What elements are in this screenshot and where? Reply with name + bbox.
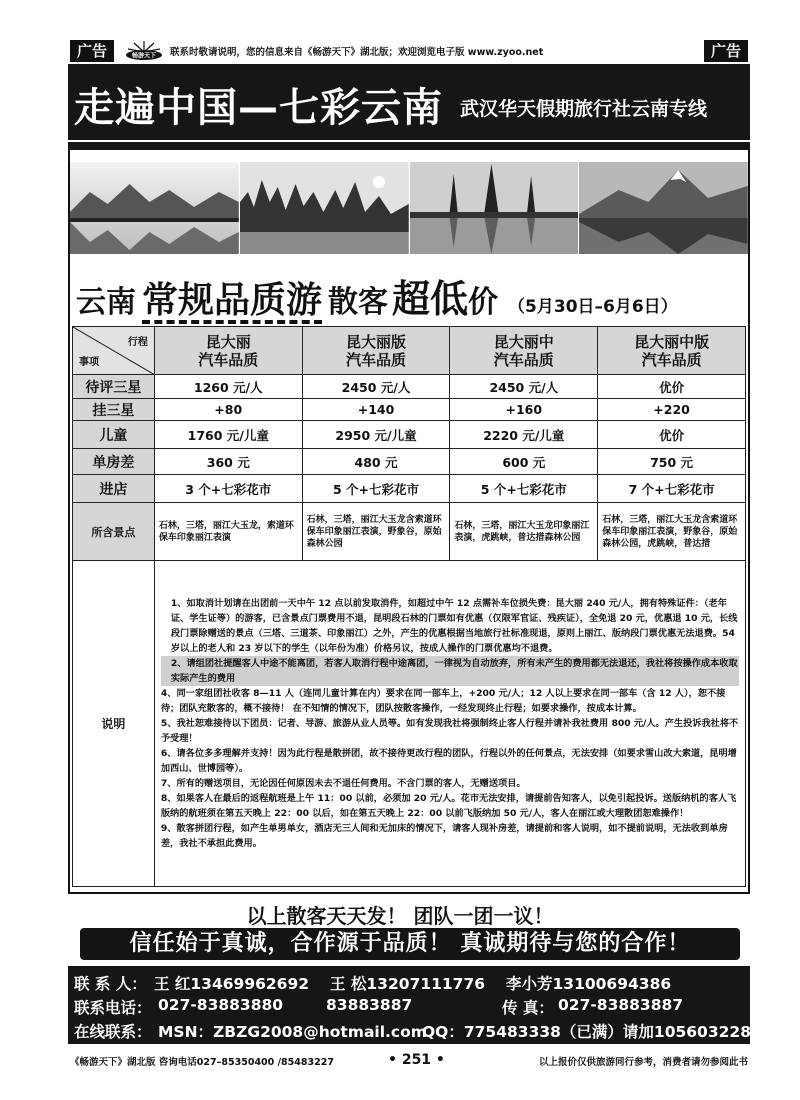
contact-block [68, 966, 762, 1044]
note-item: 9、散客拼团行程，如产生单男单女，酒店无三人间和无加床的情况下，请客人现补房差，请提前和客人说明，如不提前说明，无法收到单房差，我社不承担此费用。 [160, 823, 728, 849]
table-cell: +80 [154, 399, 302, 421]
contact-label-phone: 联系电话： [74, 999, 152, 1017]
logo-text: 畅游天下 [131, 52, 157, 60]
contact-label-fax: 传 真： [502, 999, 554, 1017]
row-label: 所含景点 [73, 503, 155, 561]
column-header-type: 汽车品质 [198, 350, 259, 369]
contact-phone: 83883887 [326, 996, 413, 1014]
column-header-type: 汽车品质 [493, 350, 554, 369]
contact-label-people: 联 系 人： [74, 975, 147, 993]
note-item: 7、所有的赠送项目，无论因任何原因未去不退任何费用。不含门票的客人，无赠送项目。 [160, 778, 526, 789]
offer-title-quality-tour: 常规品质游 [142, 282, 322, 324]
scenery-photo-lake-mountains [70, 162, 240, 254]
scenery-photo-snow-mountain [579, 162, 748, 254]
column-header [302, 327, 450, 375]
row-label: 进店 [73, 475, 155, 503]
notes-label: 说明 [73, 561, 155, 887]
offer-title-region: 云南 [76, 285, 136, 320]
row-label: 待评三星 [73, 375, 155, 399]
ad-label-right: 广告 [704, 40, 748, 62]
slogan-daily-departure: 以上散客天天发！ 团队一团一议！ [246, 904, 554, 928]
banner-sub-title: 武汉华天假期旅行社云南专线 [460, 98, 708, 120]
spots-cell: 石林，三塔，丽江大玉龙，索道环保车印象丽江表演 [154, 503, 302, 561]
page-footer [70, 1052, 748, 1068]
slogan-trust: 信任始于真诚，合作源于品质！ 真诚期待与您的合作！ [80, 928, 740, 960]
column-header [154, 327, 302, 375]
contact-person: 王 松13207111776 [330, 975, 486, 993]
zyoo-logo-icon [122, 40, 166, 62]
contact-fax: 027-83883887 [558, 996, 684, 1014]
column-header [450, 327, 598, 375]
table-row [73, 449, 746, 475]
offer-title-individual: 散客 [328, 285, 389, 320]
table-row [73, 421, 746, 449]
table-cell: 750 元 [598, 449, 746, 475]
note-item: 2、请组团社提醒客人中途不能离团，若客人取消行程中途离团，一律视为自动放弃，所有未产生的费用都无法退还，我社将按操作成本收取实际产生的费用 [161, 656, 739, 686]
table-cell: 优价 [598, 375, 746, 399]
spots-cell: 石林，三塔，丽江大玉龙含索道环保车印象丽江表演，野象谷，原始森林公园 [302, 503, 450, 561]
offer-title [76, 268, 678, 324]
table-row [73, 475, 746, 503]
offer-title-super-low: 超低 [392, 277, 469, 321]
top-info-line: 联系时敬请说明，您的信息来自《畅游天下》湖北版；欢迎浏览电子版 www.zyoo.net [170, 47, 544, 58]
ad-label-left: 广告 [70, 40, 114, 62]
table-row-spots [73, 503, 746, 561]
notes-cell [154, 561, 745, 887]
offer-title-price: 价 [468, 285, 499, 320]
table-row [73, 399, 746, 421]
table-cell: 1260 元/人 [154, 375, 302, 399]
table-cell: +160 [450, 399, 598, 421]
column-header-type: 汽车品质 [641, 350, 702, 369]
table-cell: 优价 [598, 421, 746, 449]
table-cell: +220 [598, 399, 746, 421]
table-cell: 2220 元/儿童 [450, 421, 598, 449]
table-cell: 5 个+七彩花市 [302, 475, 450, 503]
page-number: • 251 • [388, 1052, 445, 1068]
column-header-route: 昆大丽 [205, 332, 251, 351]
banner-divider [68, 140, 750, 142]
footer-disclaimer: 以上报价仅供旅游同行参考，消费者请勿参阅此书 [538, 1057, 748, 1068]
column-header-type: 汽车品质 [346, 350, 407, 369]
note-item: 4、同一家组团社收客 8—11 人（连同儿童计算在内）要求在同一部车上，+200 元/人；12 人以上要求在同一部车（含 12 人），恕不接待；团队充散客的，概不接待！ 在不知情的情况下，团队按散客操作，一经发现终止行程；如要求操作，按成本计算。 [160, 688, 726, 714]
contact-qq: QQ：775483338（已满）请加1056032286 [422, 1023, 762, 1041]
contact-person: 李小芳13100694386 [506, 975, 672, 993]
table-cell: 2450 元/人 [450, 375, 598, 399]
banner-main-title: 走遍中国—七彩云南 [74, 85, 443, 131]
top-strip [70, 40, 748, 62]
table-row-notes [73, 561, 746, 887]
note-item: 6、请各位多多理解并支持！因为此行程是散拼团，故不接待更改行程的团队，行程以外的任何景点，无法安排（如要求雪山改大索道，昆明增加西山、世博园等）。 [160, 748, 737, 774]
scenery-photo-strip [70, 162, 748, 254]
offer-date-range: （5月30日–6月6日） [508, 297, 678, 317]
note-item: 8、如果客人在最后的返程航班是上午 11：00 以前，必须加 20 元/人。花市无法安排，请提前告知客人，以免引起投诉。送版纳机的客人飞版纳的航班须在第五天晚上 22：00 以后，如在第五天晚上 22：00 以前飞版纳加 50 元/人，客人在丽江或大理散团恕难操作！ [160, 793, 737, 819]
table-cell: 2950 元/儿童 [302, 421, 450, 449]
contact-msn: MSN：ZBZG2008@hotmail.com [158, 1023, 427, 1041]
row-label: 单房差 [73, 449, 155, 475]
note-item: 1、如取消计划请在出团前一天中午 12 点以前发取消件，如超过中午 12 点需补车位损失费：昆大丽 240 元/人，拥有特殊证件：（老年证、学生证等）的游客，已含景点门票费用不退，昆明段石林的门票如有优惠（仅限军官证、残疾证），全免退 20 元，优惠退 10 元，长线段门票除赠送的景点（三塔、三道茶、印象丽江）之外，产生的优惠根据当地旅行社标准现退，原则上丽江、版纳段门票优惠无法退费。54 岁以上的老人和 23 岁以下的学生（以年份为准）价格另议，按成人操作的门票优惠均不退费。 [170, 598, 738, 654]
note-item: 5、我社恕难接待以下团员：记者、导游、旅游从业人员等。如有发现我社将强制终止客人行程并请补我社费用 800 元/人。产生投诉我社将不予受理！ [160, 718, 739, 744]
spots-cell: 石林，三塔，丽江大玉龙印象丽江表演，虎跳峡，普达措森林公园 [450, 503, 598, 561]
table-cell: 2450 元/人 [302, 375, 450, 399]
table-cell: 600 元 [450, 449, 598, 475]
contact-phone: 027-83883880 [158, 996, 284, 1014]
table-header-row [73, 327, 746, 375]
column-header [598, 327, 746, 375]
table-cell: 3 个+七彩花市 [154, 475, 302, 503]
column-header-route: 昆大丽中 [493, 332, 554, 351]
table-cell: 480 元 [302, 449, 450, 475]
row-label: 挂三星 [73, 399, 155, 421]
corner-label-item: 事项 [79, 357, 99, 368]
spots-cell: 石林，三塔，丽江大玉龙含索道环保车印象丽江表演，野象谷，原始森林公园，虎跳峡，普达措 [598, 503, 746, 561]
contact-person: 王 红13469962692 [154, 975, 310, 993]
row-label: 儿童 [73, 421, 155, 449]
footer-publisher: 《畅游天下》湖北版 咨询电话027–85350400 /85483227 [70, 1057, 334, 1068]
table-cell: 7 个+七彩花市 [598, 475, 746, 503]
table-cell: 5 个+七彩花市 [450, 475, 598, 503]
column-header-route: 昆大丽中版 [634, 332, 710, 351]
column-header-route: 昆大丽版 [346, 332, 407, 351]
header-banner [68, 64, 750, 150]
table-row [73, 375, 746, 399]
table-corner-cell [73, 327, 155, 375]
corner-label-itinerary: 行程 [127, 337, 148, 348]
price-table [72, 326, 746, 887]
contact-label-online: 在线联系： [74, 1023, 152, 1041]
table-cell: +140 [302, 399, 450, 421]
scenery-photo-three-pagodas [410, 162, 580, 254]
table-cell: 360 元 [154, 449, 302, 475]
table-cell: 1760 元/儿童 [154, 421, 302, 449]
scenery-photo-stone-forest [240, 162, 410, 254]
